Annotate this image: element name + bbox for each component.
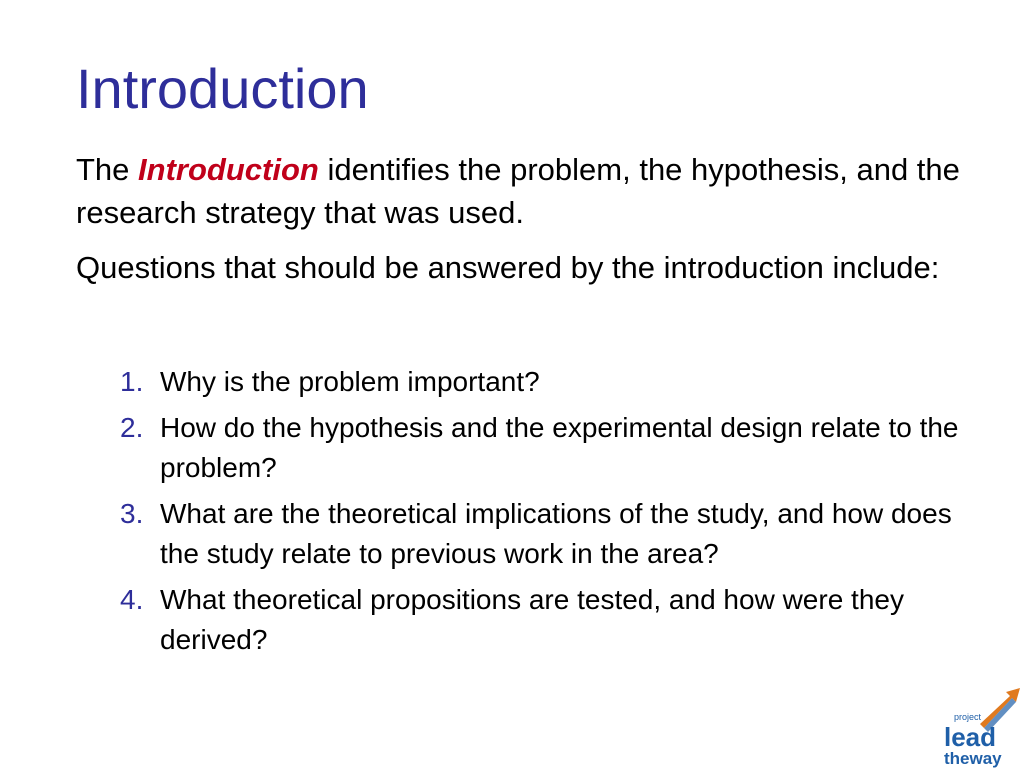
logo-project-text: project bbox=[954, 712, 982, 722]
list-item-text: What theoretical propositions are tested, and how were they derived? bbox=[160, 584, 904, 655]
list-item bbox=[120, 362, 960, 402]
questions-paragraph: Questions that should be answered by the introduction include: bbox=[76, 250, 940, 285]
list-item-text: What are the theoretical implications of the study, and how does the study relate to previous work in the area? bbox=[160, 498, 952, 569]
list-item-text: How do the hypothesis and the experimental design relate to the problem? bbox=[160, 412, 959, 483]
intro-suffix: identifies the problem, the hypothesis, and the research strategy that was used. bbox=[76, 152, 960, 230]
list-item bbox=[120, 494, 960, 574]
intro-emphasis: Introduction bbox=[138, 152, 319, 187]
logo-lead-text: lead bbox=[944, 722, 997, 752]
list-item-number: 3. bbox=[120, 498, 144, 529]
list-item bbox=[120, 580, 960, 660]
intro-prefix: The bbox=[76, 152, 139, 187]
list-item-number: 1. bbox=[120, 366, 144, 397]
list-item-number: 2. bbox=[120, 412, 144, 443]
list-item-text: Why is the problem important? bbox=[160, 366, 540, 397]
slide-title: Introduction bbox=[76, 57, 369, 120]
questions-list bbox=[120, 362, 960, 666]
intro-paragraph bbox=[76, 148, 976, 234]
logo-theway-text: theway bbox=[944, 749, 1002, 768]
project-lead-the-way-logo bbox=[940, 684, 1024, 768]
list-item-number: 4. bbox=[120, 584, 144, 615]
list-item bbox=[120, 408, 960, 488]
slide-body bbox=[76, 148, 976, 301]
